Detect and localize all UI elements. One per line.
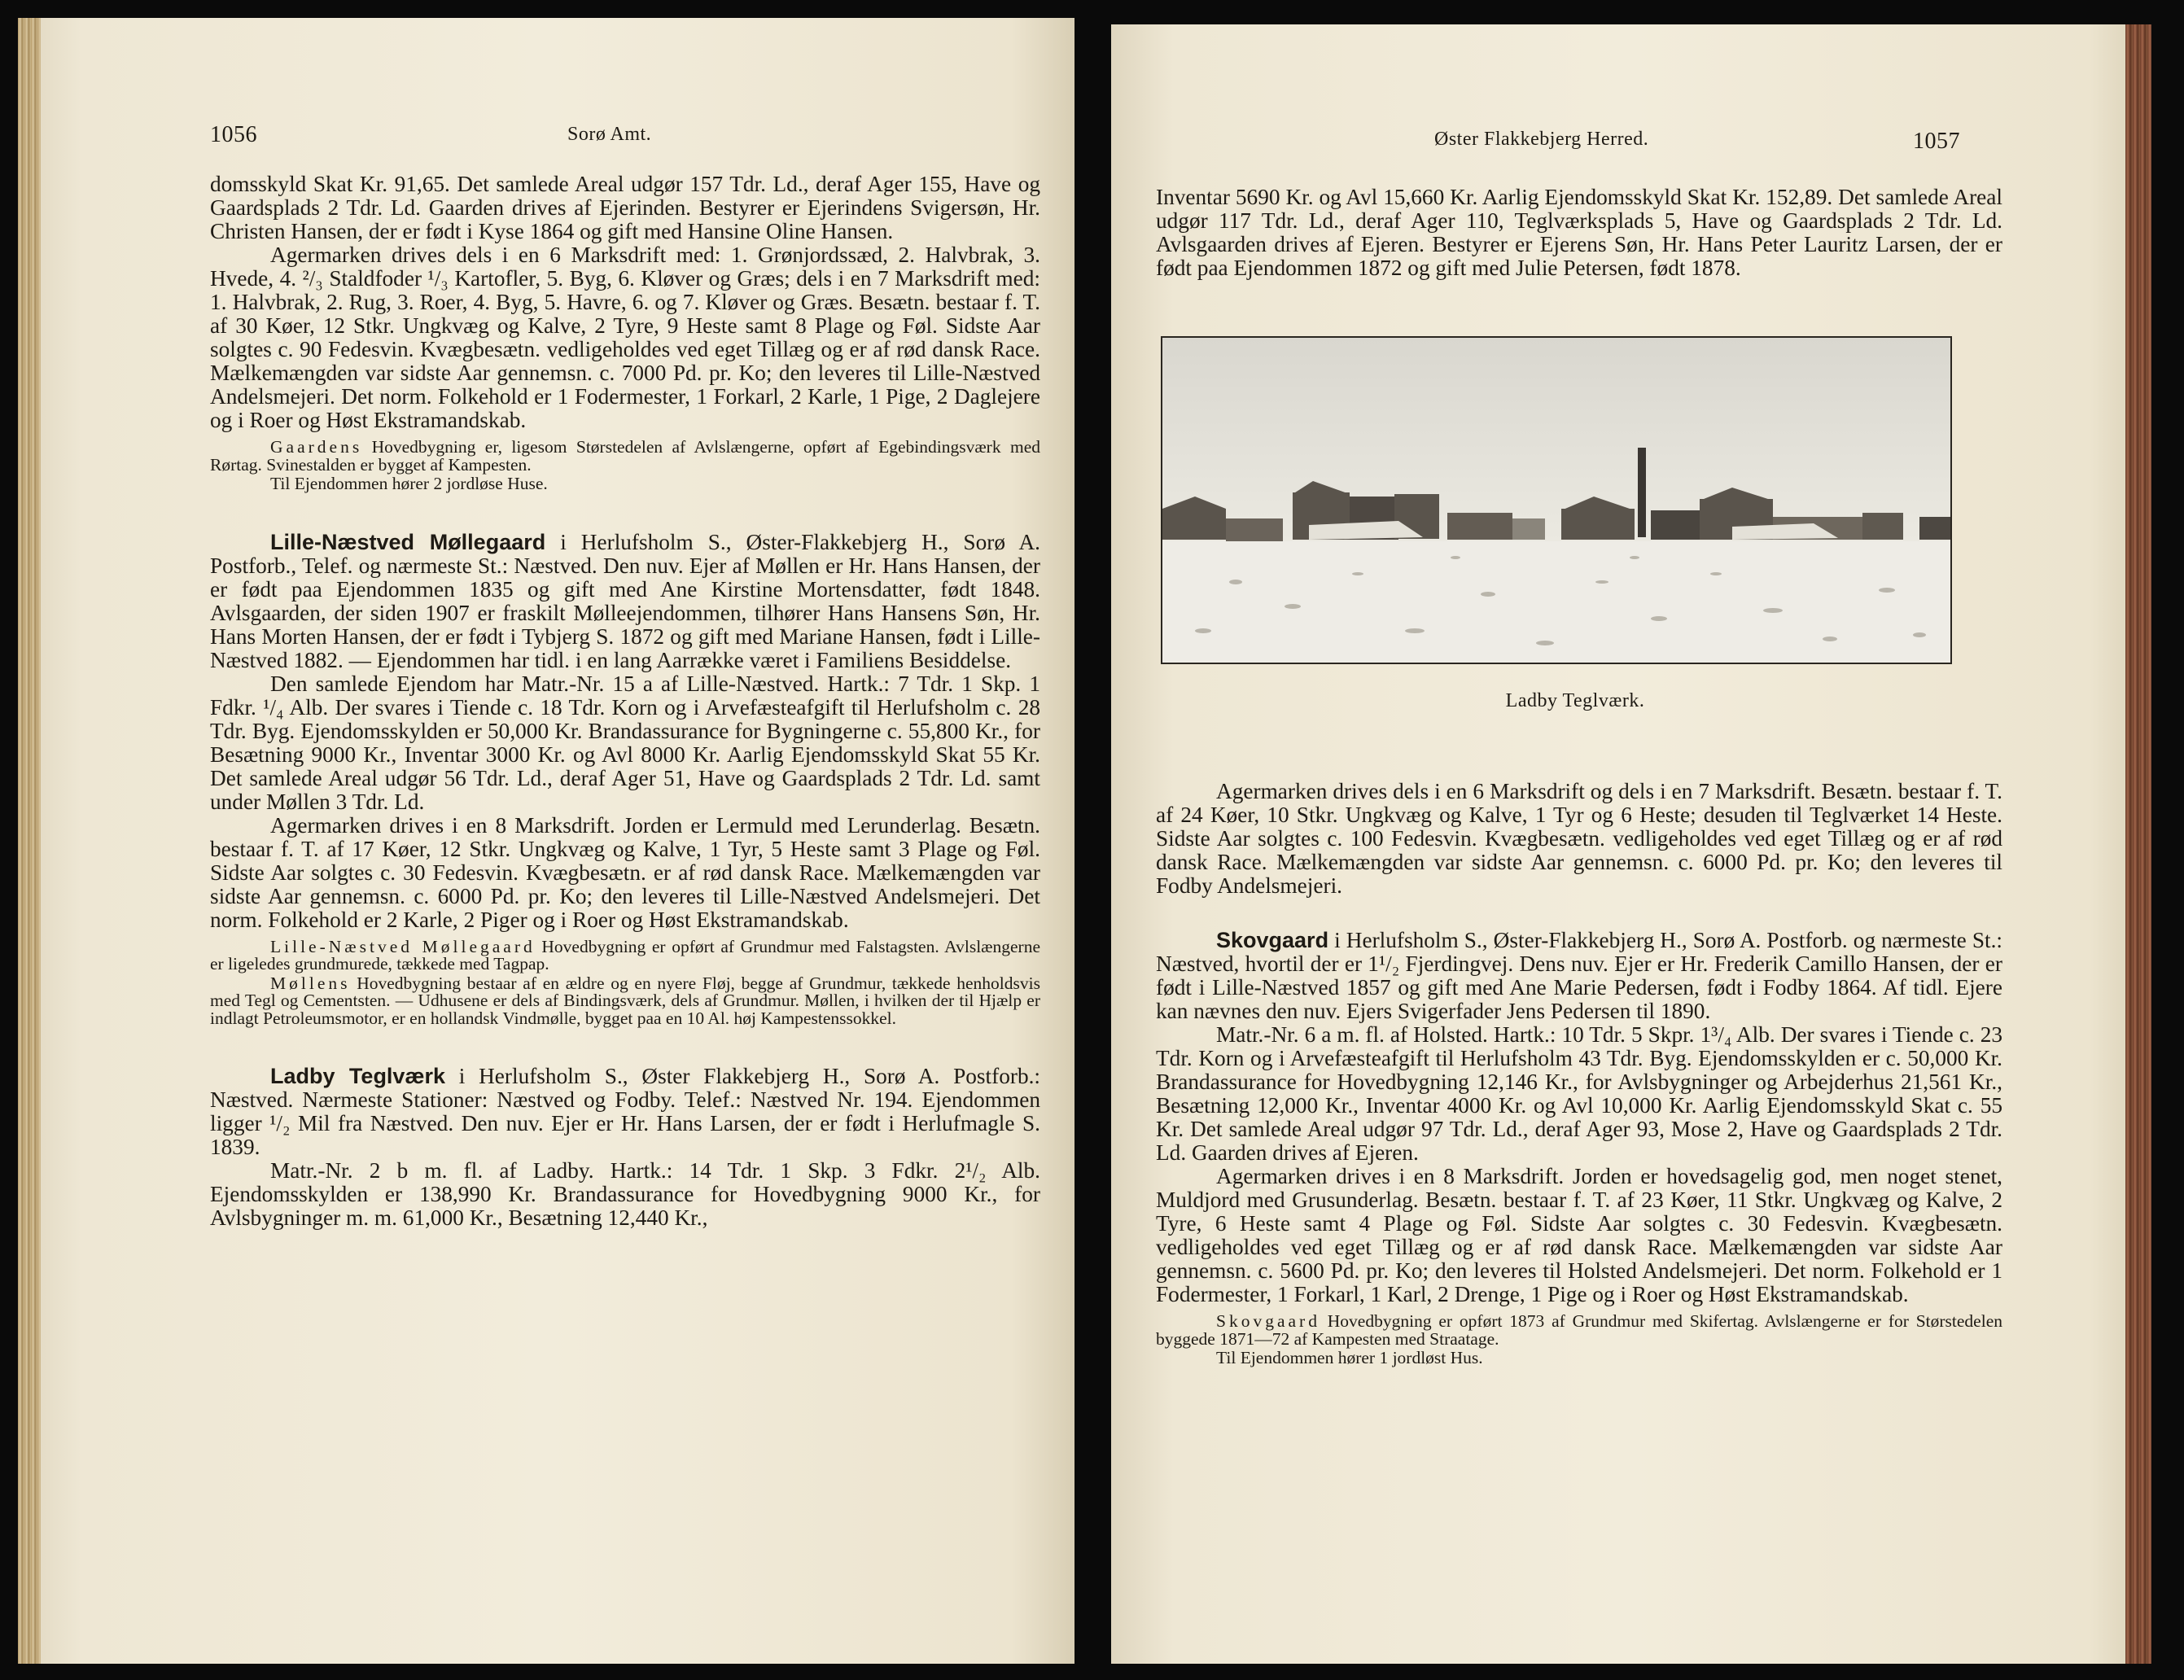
- paragraph: Matr.-Nr. 6 a m. fl. af Holsted. Hartk.: 10 Tdr. 5 Skpr. 1³/₄ Alb. Der svares i Tiende c. 23 Tdr. Korn og i Arvefæsteafgift til Herlufsholm 43 Tdr. Byg. Ejendomsskylden er c. 50,000 Kr. Brandassurance for Hovedbygning 12,146 Kr., for Avlsbygninger og Arbejderhus 21,561 Kr., Besætning 12,000 Kr., Inventar 4000 Kr. og Avl 10,000 Kr. Aarlig Ejendomsskyld Skat c. 55 Kr. Det samlede Areal udgør 97 Tdr. Ld., deraf Ager 93, Mose 2, Have og Gaardsplads 2 Tdr. Ld. Gaarden drives af Ejeren.: [1156, 1022, 2002, 1165]
- entry-paragraph: Skovgaard i Herlufsholm S., Øster-Flakkebjerg H., Sorø A. Postforb. og nærmeste St.: Næstved, hvortil der er 1¹/₂ Fjerdingvej. Dens nuv. Ejer er Hr. Frederik Camillo Hansen, der er født i Lille-Næstved 1857 og gift med Ane Marie Pedersen, født i Fodby 1864. Af tidl. Ejere kan nævnes den nuv. Ejers Svigerfader Jens Pedersen til 1890.: [1156, 928, 2002, 1023]
- note-paragraph: Lille-Næstved Møllegaard Hovedbygning er opført af Grundmur med Falstagsten. Avlslængerne er ligeledes grundmurede, tækkede med Tagpap.: [210, 936, 1041, 973]
- paragraph: Agermarken drives i en 8 Marksdrift. Jorden er Lermuld med Lerunderlag. Besætn. bestaar f. T. af 17 Køer, 12 Stkr. Ungkvæg og Kalve, 1 Tyr, 5 Heste samt 3 Plage og Føl. Sidste Aar solgtes c. 30 Fedesvin. Kvægbesætn. er af rød dansk Race. Mælkemængden var sidste Aar gennemsn. c. 6000 Pd. pr. Ko; den leveres til Lille-Næstved Andelsmejeri. Det norm. Folkehold er 2 Karle, 2 Piger og i Roer og Høst Ekstramandskab.: [210, 812, 1040, 932]
- entry-paragraph: Ladby Teglværk i Herlufsholm S., Øster Flakkebjerg H., Sorø A. Postforb.: Næstved. Nærmeste Stationer: Næstved og Fodby. Telef.: Næstved Nr. 194. Ejendommen ligger ¹/₂ Mil fra Næstved. Den nuv. Ejer er Hr. Hans Larsen, der er født i Herlufmagle S. 1839.: [210, 1064, 1040, 1159]
- note-paragraph: Til Ejendommen hører 2 jordløse Huse.: [270, 474, 548, 493]
- running-head: Sorø Amt.: [567, 124, 652, 145]
- right-page: [1111, 24, 2151, 1664]
- paragraph: Inventar 5690 Kr. og Avl 15,660 Kr. Aarlig Ejendomsskyld Skat Kr. 152,89. Det samlede Areal udgør 117 Tdr. Ld., deraf Ager 110, Teglværksplads 5, Have og Gaardsplads 2 Tdr. Ld. Avlsgaarden drives af Ejeren. Bestyrer er Ejerens Søn, Hr. Hans Peter Lauritz Larsen, der er født paa Ejendommen 1872 og gift med Julie Petersen, født 1878.: [1156, 185, 2002, 280]
- page-edge: [18, 18, 41, 1664]
- photo-caption: Ladby Teglværk.: [1505, 690, 1645, 711]
- note-paragraph: Gaardens Hovedbygning er, ligesom Størstedelen af Avlslængerne, opført af Egebindingsværk med Rørtag. Svinestalden er bygget af Kampesten.: [210, 437, 1040, 475]
- note-paragraph: Skovgaard Hovedbygning er opført 1873 af Grundmur med Skifertag. Avlslængerne er for Størstedelen byggede 1871—72 af Kampesten med Straatage.: [1156, 1311, 2002, 1349]
- page-edge: [2125, 24, 2151, 1664]
- running-head: Øster Flakkebjerg Herred.: [1434, 129, 1649, 150]
- right-body-text: [1156, 186, 2002, 280]
- paragraph: Matr.-Nr. 2 b m. fl. af Ladby. Hartk.: 14 Tdr. 1 Skp. 3 Fdkr. 2¹/₂ Alb. Ejendomsskylden er 138,990 Kr. Brandassurance for Hovedbygning 9000 Kr., for Avlsbygninger m. m. 61,000 Kr., Besætning 12,440 Kr.,: [210, 1158, 1040, 1230]
- paragraph: Agermarken drives dels i en 6 Marksdrift og dels i en 7 Marksdrift. Besætn. bestaar f. T. af 24 Køer, 10 Stkr. Ungkvæg og Kalve, 1 Tyr og 6 Heste; desuden til Teglværket 14 Heste. Sidste Aar solgtes c. 100 Fedesvin. Kvægbesætn. vedligeholdes ved eget Tillæg og er af rød dansk Race. Mælkemængden var sidste Aar gennemsn. c. 6000 Pd. pr. Ko; den leveres til Fodby Andelsmejeri.: [1156, 779, 2002, 898]
- paragraph: Agermarken drives dels i en 6 Marksdrift med: 1. Grønjordssæd, 2. Halvbrak, 3. Hvede, 4. ²/₃ Staldfoder ¹/₃ Kartofler, 5. Byg, 6. Kløver og Græs; dels i en 7 Marksdrift med: 1. Halvbrak, 2. Rug, 3. Roer, 4. Byg, 5. Havre, 6. og 7. Kløver og Græs. Besætn. bestaar f. T. af 30 Køer, 12 Stkr. Ungkvæg og Kalve, 2 Tyre, 9 Heste samt 8 Plage og Føl. Sidste Aar solgtes c. 90 Fedesvin. Kvægbesætn. vedligeholdes ved eget Tillæg og er af rød dansk Race. Mælkemængden var sidste Aar gennemsn. c. 7000 Pd. pr. Ko; den leveres til Lille-Næstved Andelsmejeri. Det norm. Folkehold er 1 Fodermester, 1 Forkarl, 2 Karle, 1 Pige, 2 Daglejere og i Roer og Høst Ekstramandskab.: [210, 243, 1040, 432]
- entry-heading: Lille-Næstved Møllegaard: [270, 529, 546, 554]
- left-body-text: [210, 173, 1040, 1230]
- entry-paragraph: Lille-Næstved Møllegaard i Herlufsholm S., Øster-Flakkebjerg H., Sorø A. Postforb., Telef. og nærmeste St.: Næstved. Den nuv. Ejer af Møllen er Hr. Hans Hansen, der er født paa Ejendommen 1835 og gift med Ane Kirstine Mortensdatter, født 1848. Avlsgaarden, der siden 1907 er fraskilt Mølleejendommen, tilhører Hans Hansens Søn, Hr. Hans Morten Hansen, der er født i Tybjerg S. 1872 og gift med Mariane Hansen, født i Lille-Næstved 1882. — Ejendommen har tidl. i en lang Aarrække været i Familiens Besiddelse.: [210, 529, 1040, 672]
- paragraph: Agermarken drives i en 8 Marksdrift. Jorden er hovedsagelig god, men noget stenet, Muldjord med Grusunderlag. Besætn. bestaar f. T. af 23 Køer, 11 Stkr. Ungkvæg og Kalve, 2 Tyre, 6 Heste samt 4 Plage og Føl. Sidste Aar solgtes c. 30 Fedesvin. Kvægbesætn. vedligeholdes ved eget Tillæg og er af rød dansk Race. Mælkemængden var sidste Aar gennemsn. c. 5600 Pd. pr. Ko; den leveres til Holsted Andelsmejeri. Det norm. Folkehold er 1 Fodermester, 1 Forkarl, 1 Karl, 2 Drenge, 1 Pige og i Roer og Høst Ekstramandskab.: [1156, 1164, 2002, 1306]
- right-body-text-lower: [1156, 780, 2002, 1374]
- note-paragraph: Møllens Hovedbygning bestaar af en ældre og en nyere Fløj, begge af Grundmur, tækkede henholdsvis med Tegl og Cementsten. — Udhusene er dels af Bindingsværk, dels af Grundmur. Møllen, i hvilken der til Hjælp er indlagt Petroleumsmotor, er en hollandsk Vindmølle, bygget paa en 10 Al. høj Kampestenssokkel.: [210, 973, 1040, 1028]
- note-paragraph: Til Ejendommen hører 1 jordløst Hus.: [1216, 1348, 1483, 1367]
- factory-photo-image: [1162, 338, 1950, 663]
- left-page: [18, 18, 1074, 1664]
- entry-heading: Skovgaard: [1216, 928, 1329, 952]
- entry-heading: Ladby Teglværk: [270, 1064, 445, 1088]
- page-number: 1056: [210, 122, 257, 147]
- paragraph: Den samlede Ejendom har Matr.-Nr. 15 a af Lille-Næstved. Hartk.: 7 Tdr. 1 Skp. 1 Fdkr. ¹/₄ Alb. Der svares i Tiende c. 18 Tdr. Korn og i Arvefæsteafgift til Herlufsholm c. 28 Tdr. Byg. Ejendomsskylden er 50,000 Kr. Brandassurance for Bygningerne c. 55,800 Kr., for Besætning 9000 Kr., Inventar 3000 Kr. og Avl 8000 Kr. Aarlig Ejendomsskyld Skat 55 Kr. Det samlede Areal udgør 56 Tdr. Ld., deraf Ager 51, Have og Gaardsplads 2 Tdr. Ld. samt under Møllen 3 Tdr. Ld.: [210, 671, 1040, 814]
- photo-ladby-teglvaerk: [1161, 336, 1952, 664]
- paragraph: domsskyld Skat Kr. 91,65. Det samlede Areal udgør 157 Tdr. Ld., deraf Ager 155, Have og Gaardsplads 2 Tdr. Ld. Gaarden drives af Ejerinden. Bestyrer er Ejerindens Svigersøn, Hr. Christen Hansen, der er født i Kyse 1864 og gift med Hansine Oline Hansen.: [210, 172, 1040, 243]
- page-number: 1057: [1913, 129, 1960, 154]
